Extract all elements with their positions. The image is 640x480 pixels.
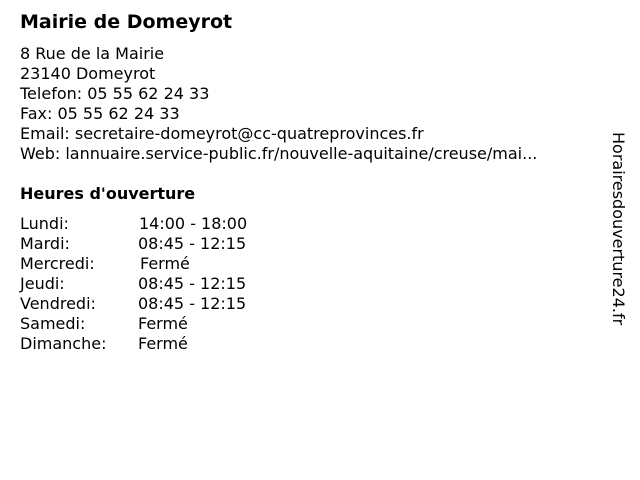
day-label: Mercredi:: [20, 254, 95, 273]
day-label: Dimanche:: [20, 334, 107, 353]
web-line: Web: lannuaire.service-public.fr/nouvelle-aquitaine/creuse/mai...: [20, 144, 538, 163]
time-value: Fermé: [140, 254, 190, 273]
address-line-city: 23140 Domeyrot: [20, 64, 156, 83]
time-value: Fermé: [138, 334, 188, 353]
contact-info: [20, 44, 537, 164]
opening-hours-title: Heures d'ouverture: [20, 184, 196, 203]
time-value: 14:00 - 18:00: [139, 214, 248, 233]
site-watermark: [604, 132, 634, 380]
time-value: 08:45 - 12:15: [138, 234, 247, 253]
day-label: Mardi:: [20, 234, 70, 253]
time-value: 08:45 - 12:15: [138, 294, 247, 313]
email-line: Email: secretaire-domeyrot@cc-quatreprovinces.fr: [20, 124, 424, 143]
time-value: Fermé: [138, 314, 188, 333]
watermark-text: Horairesdouverture24.fr: [609, 132, 628, 326]
fax-line: Fax: 05 55 62 24 33: [20, 104, 180, 123]
time-value: 08:45 - 12:15: [138, 274, 247, 293]
day-label: Jeudi:: [20, 274, 65, 293]
page-title: Mairie de Domeyrot: [20, 11, 233, 33]
phone-line: Telefon: 05 55 62 24 33: [20, 84, 210, 103]
day-label: Lundi:: [20, 214, 69, 233]
day-label: Vendredi:: [20, 294, 96, 313]
day-label: Samedi:: [20, 314, 86, 333]
address-line-street: 8 Rue de la Mairie: [20, 44, 165, 63]
